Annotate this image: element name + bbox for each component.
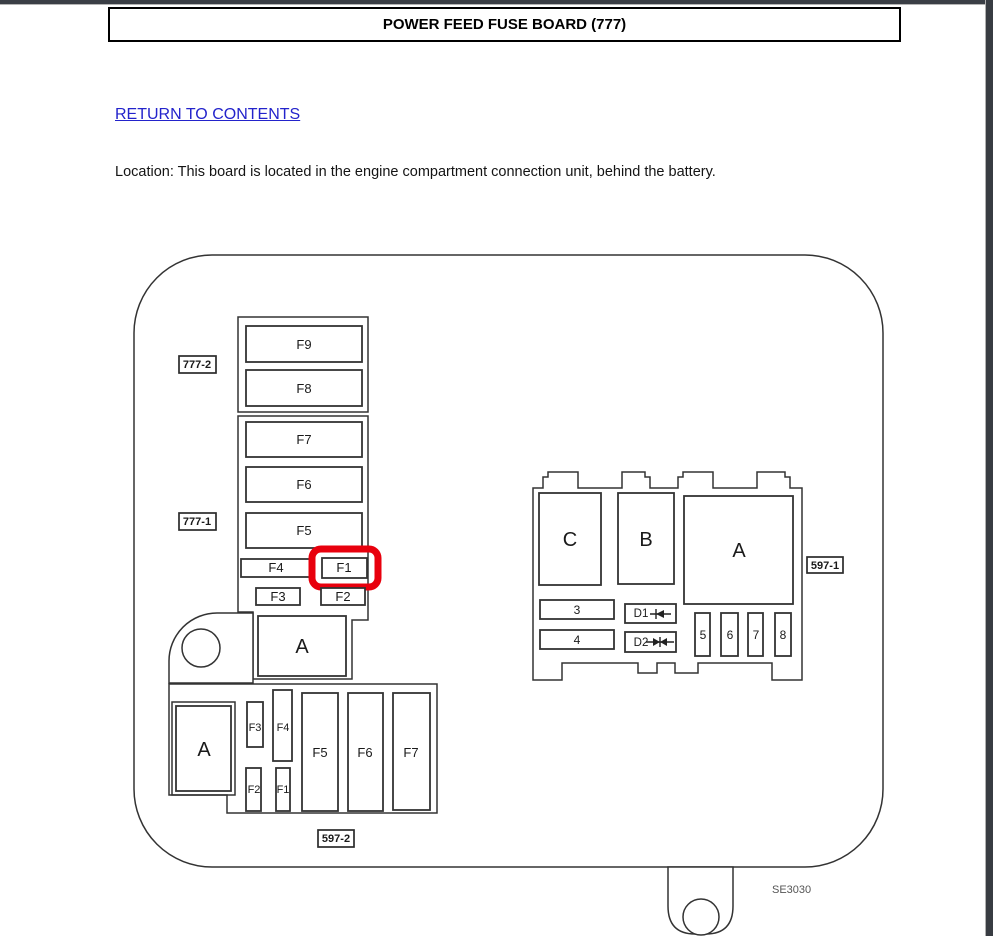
right-a-label: A — [732, 540, 746, 562]
fuse-f7-label: F7 — [296, 432, 312, 447]
right-4-label: 4 — [573, 633, 581, 647]
fuse-f9-label: F9 — [296, 337, 312, 352]
fuse-f5-label: F5 — [296, 523, 312, 538]
fuse-f6-label: F6 — [296, 477, 312, 492]
right-3-label: 3 — [573, 603, 581, 617]
bottom-fuse-f4-label: F4 — [276, 722, 290, 734]
diode-d2-label: D2 — [633, 637, 649, 649]
diode-d1-label: D1 — [633, 608, 649, 620]
bottom-fuse-f6-label: F6 — [357, 745, 373, 760]
return-to-contents-link[interactable]: RETURN TO CONTENTS — [115, 106, 301, 123]
bottom-fuse-f1-label: F1 — [276, 784, 290, 796]
fuse-f2-label: F2 — [335, 589, 351, 604]
callout-597-2-label: 597-2 — [321, 833, 351, 845]
bottom-fuse-f5-label: F5 — [312, 745, 328, 760]
bottom-fuse-f2-label: F2 — [247, 784, 261, 796]
bottom-a-label: A — [197, 739, 211, 761]
right-fuse-6-label: 6 — [726, 628, 734, 642]
relay-a-label: A — [295, 636, 309, 658]
callout-777-2-label: 777-2 — [182, 359, 212, 371]
right-fuse-5-label: 5 — [699, 628, 707, 642]
lug-hole-icon — [182, 629, 220, 667]
fuse-f4-label: F4 — [268, 560, 284, 575]
bottom-fuse-f7-label: F7 — [403, 745, 419, 760]
right-fuse-7-label: 7 — [752, 628, 760, 642]
mounting-hole-icon — [683, 899, 719, 935]
fuse-f3-label: F3 — [270, 589, 286, 604]
page-title: POWER FEED FUSE BOARD (777) — [382, 16, 627, 33]
fuse-f1-label: F1 — [336, 560, 352, 575]
figure-code: SE3030 — [772, 884, 812, 896]
callout-597-1-label: 597-1 — [810, 560, 840, 572]
right-c-label: C — [562, 529, 578, 551]
fuse-f8-label: F8 — [296, 381, 312, 396]
right-fuse-8-label: 8 — [779, 628, 787, 642]
callout-777-1-label: 777-1 — [182, 516, 212, 528]
right-b-label: B — [639, 529, 653, 551]
bottom-fuse-f3-label: F3 — [248, 722, 262, 734]
location-text: Location: This board is located in the engine compartment connection unit, behind the battery. — [115, 164, 716, 180]
